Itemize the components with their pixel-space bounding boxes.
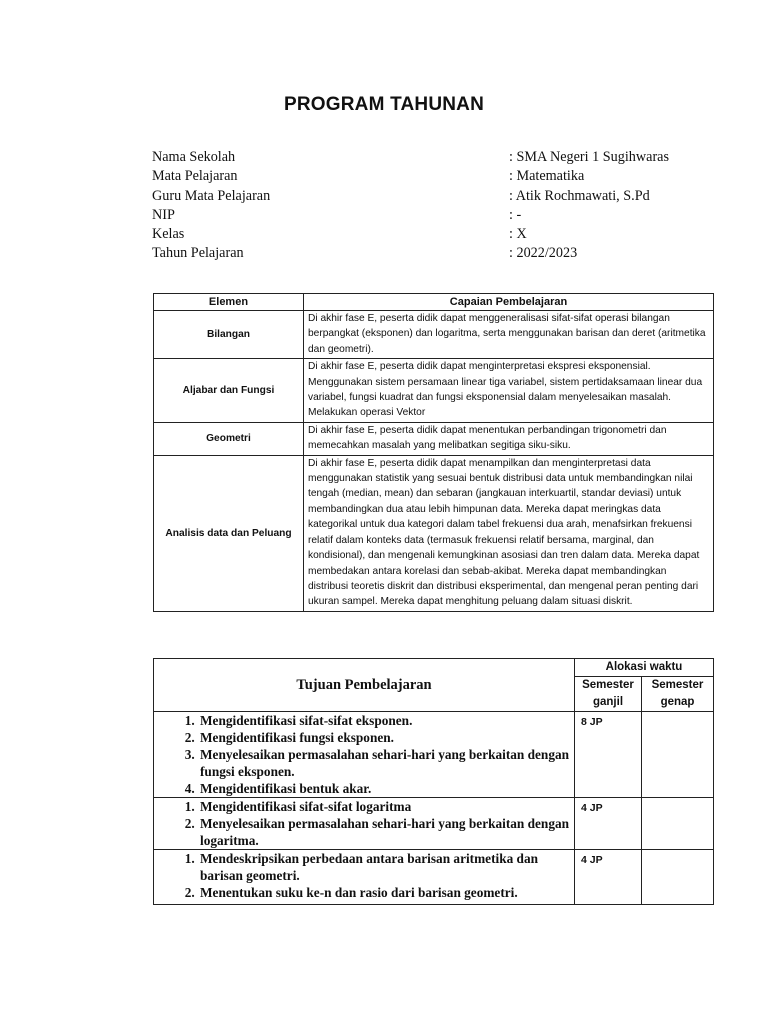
list-item: 2. Mengidentifikasi fungsi eksponen. xyxy=(198,729,570,746)
tujuan-row xyxy=(154,850,714,905)
goals-cell xyxy=(154,850,575,905)
header-tujuan: Tujuan Pembelajaran xyxy=(154,659,575,712)
info-row-year xyxy=(152,244,712,263)
info-row-nip xyxy=(152,206,712,225)
info-value: : Matematika xyxy=(509,168,585,185)
info-row-subject xyxy=(152,167,712,186)
allocation-genap xyxy=(642,712,714,798)
allocation-genap xyxy=(642,798,714,850)
list-item: 2. Menentukan suku ke-n dan rasio dari barisan geometri. xyxy=(198,884,570,901)
capaian-table xyxy=(153,293,714,612)
list-item: 1. Mendeskripsikan perbedaan antara barisan aritmetika dan barisan geometri. xyxy=(198,850,570,884)
capaian-row xyxy=(154,455,714,611)
page-title: PROGRAM TAHUNAN xyxy=(283,94,485,115)
info-row-school xyxy=(152,148,712,167)
info-label: Mata Pelajaran xyxy=(152,168,238,185)
tujuan-row xyxy=(154,712,714,798)
capaian-cell: Di akhir fase E, peserta didik dapat menentukan perbandingan trigonometri dan memecahkan masalah yang melibatkan segitiga siku-siku. xyxy=(304,422,714,455)
header-semester-genap: Semester genap xyxy=(642,677,714,712)
info-value: : Atik Rochmawati, S.Pd xyxy=(509,187,650,204)
goals-cell xyxy=(154,798,575,850)
allocation-ganjil: 8 JP xyxy=(575,712,642,798)
list-item: 2. Menyelesaikan permasalahan sehari-hari yang berkaitan dengan logaritma. xyxy=(198,815,570,849)
info-label: Guru Mata Pelajaran xyxy=(152,187,271,204)
tujuan-row xyxy=(154,798,714,850)
capaian-row xyxy=(154,311,714,359)
capaian-header-row xyxy=(154,294,714,311)
info-row-teacher xyxy=(152,187,712,206)
info-value: : X xyxy=(509,226,527,243)
elemen-cell: Geometri xyxy=(154,422,304,455)
info-label: Tahun Pelajaran xyxy=(152,245,244,262)
info-value: : 2022/2023 xyxy=(509,245,578,262)
capaian-cell: Di akhir fase E, peserta didik dapat menampilkan dan menginterpretasi data menggunakan statistik yang sesuai bentuk distribusi data untuk membandingkan nilai tengah (median, mean) dan sebaran (jangkauan interkuartil, standar deviasi) untuk membandingkan dua atau lebih himpunan data. Mereka dapat meringkas data kategorikal untuk dua kategori dalam tabel frekuensi dua arah, menafsirkan frekuensi relatif dalam konteks data (termasuk frekuensi relatif bersama, marginal, dan kondisional), dan mengenali kemungkinan asosiasi dan tren dalam data. Mereka dapat membedakan antara korelasi dan sebab-akibat. Mereka dapat membandingkan distribusi teoretis diskrit dan distribusi eksperimental, dan mengenal peran penting dari ukuran sampel. Mereka dapat menghitung peluang dalam situasi diskrit. xyxy=(304,455,714,611)
list-item: 4. Mengidentifikasi bentuk akar. xyxy=(198,780,570,797)
info-label: Kelas xyxy=(152,226,185,243)
allocation-ganjil: 4 JP xyxy=(575,850,642,905)
info-value: : - xyxy=(509,206,522,223)
header-semester-ganjil: Semester ganjil xyxy=(575,677,642,712)
tujuan-header-row xyxy=(154,659,714,677)
header-capaian: Capaian Pembelajaran xyxy=(304,294,714,311)
elemen-cell: Aljabar dan Fungsi xyxy=(154,359,304,423)
capaian-row xyxy=(154,359,714,423)
goals-list xyxy=(154,850,570,901)
tujuan-table xyxy=(153,658,714,905)
school-info xyxy=(152,148,712,264)
info-label: Nama Sekolah xyxy=(152,149,236,165)
capaian-cell: Di akhir fase E, peserta didik dapat menggeneralisasi sifat-sifat operasi bilangan berpangkat (eksponen) dan logaritma, serta menggunakan barisan dan deret (aritmetika dan geometri). xyxy=(304,311,714,359)
capaian-row xyxy=(154,422,714,455)
elemen-cell: Bilangan xyxy=(154,311,304,359)
info-row-class xyxy=(152,225,712,244)
goals-list xyxy=(154,712,570,797)
elemen-cell: Analisis data dan Peluang xyxy=(154,455,304,611)
goals-list xyxy=(154,798,570,849)
list-item: 1. Mengidentifikasi sifat-sifat logaritma xyxy=(198,798,570,815)
info-value: : SMA Negeri 1 Sugihwaras xyxy=(509,149,669,165)
allocation-genap xyxy=(642,850,714,905)
list-item: 1. Mengidentifikasi sifat-sifat eksponen. xyxy=(198,712,570,729)
info-label: NIP xyxy=(152,206,175,223)
goals-cell xyxy=(154,712,575,798)
allocation-ganjil: 4 JP xyxy=(575,798,642,850)
list-item: 3. Menyelesaikan permasalahan sehari-hari yang berkaitan dengan fungsi eksponen. xyxy=(198,746,570,780)
header-alokasi: Alokasi waktu xyxy=(575,659,714,677)
header-elemen: Elemen xyxy=(154,294,304,311)
capaian-cell: Di akhir fase E, peserta didik dapat menginterpretasi ekspresi eksponensial. Menggunakan sistem persamaan linear tiga variabel, sistem pertidaksamaan linear dua variabel, fungsi kuadrat dan fungsi eksponensial dalam menyelesaikan masalah. Melakukan operasi Vektor xyxy=(304,359,714,423)
